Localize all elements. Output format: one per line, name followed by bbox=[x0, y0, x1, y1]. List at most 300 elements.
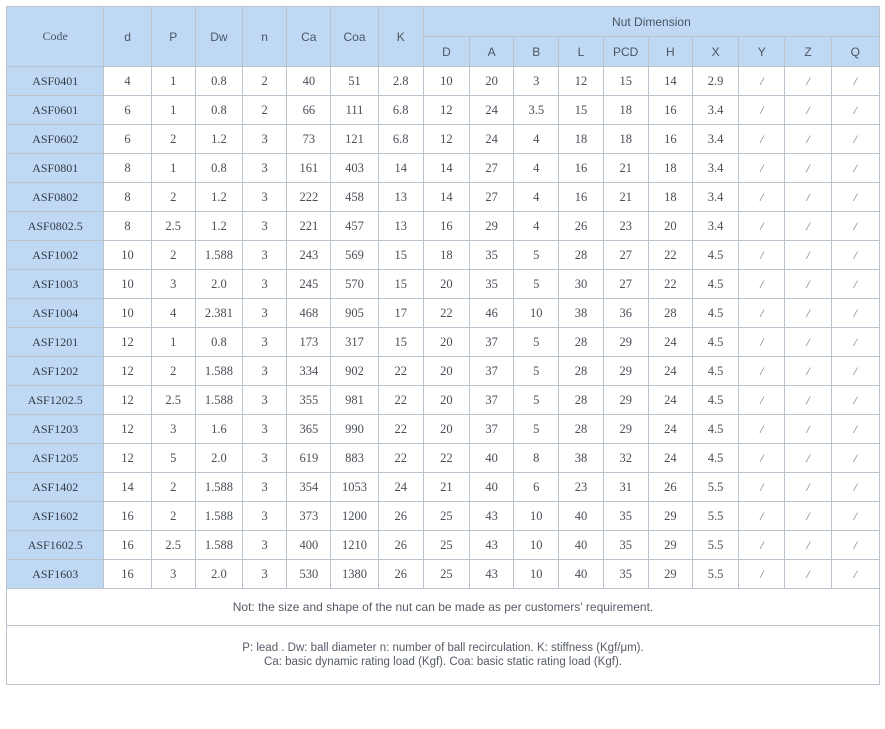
table-row bbox=[7, 357, 880, 386]
value-cell: 3 bbox=[243, 357, 287, 386]
value-cell: 2 bbox=[243, 67, 287, 96]
value-cell: 14 bbox=[423, 154, 469, 183]
value-cell: 2 bbox=[151, 502, 195, 531]
value-cell: / bbox=[739, 183, 785, 212]
value-cell: / bbox=[739, 154, 785, 183]
value-cell: 3 bbox=[243, 473, 287, 502]
value-cell: 22 bbox=[378, 415, 423, 444]
value-cell: 5 bbox=[514, 357, 559, 386]
value-cell: 38 bbox=[559, 299, 603, 328]
value-cell: 40 bbox=[559, 502, 603, 531]
value-cell: / bbox=[785, 502, 831, 531]
table-row bbox=[7, 531, 880, 560]
value-cell: 1.588 bbox=[195, 531, 242, 560]
value-cell: 5 bbox=[151, 444, 195, 473]
value-cell: / bbox=[785, 560, 831, 589]
table-row bbox=[7, 270, 880, 299]
value-cell: 14 bbox=[378, 154, 423, 183]
value-cell: 3 bbox=[243, 212, 287, 241]
value-cell: / bbox=[831, 241, 879, 270]
value-cell: 981 bbox=[331, 386, 378, 415]
value-cell: 1.2 bbox=[195, 125, 242, 154]
value-cell: / bbox=[739, 473, 785, 502]
value-cell: 121 bbox=[331, 125, 378, 154]
header-sub-a: A bbox=[470, 37, 514, 67]
value-cell: 32 bbox=[603, 444, 648, 473]
value-cell: 24 bbox=[470, 96, 514, 125]
value-cell: 24 bbox=[648, 386, 692, 415]
value-cell: / bbox=[831, 502, 879, 531]
value-cell: / bbox=[785, 270, 831, 299]
value-cell: / bbox=[785, 241, 831, 270]
header-sub-pcd: PCD bbox=[603, 37, 648, 67]
value-cell: 3 bbox=[243, 386, 287, 415]
value-cell: 22 bbox=[648, 241, 692, 270]
header-sub-y: Y bbox=[739, 37, 785, 67]
value-cell: 1.588 bbox=[195, 473, 242, 502]
value-cell: / bbox=[785, 357, 831, 386]
value-cell: 3 bbox=[151, 415, 195, 444]
value-cell: 5.5 bbox=[692, 502, 738, 531]
value-cell: 0.8 bbox=[195, 328, 242, 357]
value-cell: 4 bbox=[104, 67, 151, 96]
value-cell: 35 bbox=[603, 560, 648, 589]
value-cell: 4.5 bbox=[692, 357, 738, 386]
value-cell: 3 bbox=[243, 299, 287, 328]
value-cell: 18 bbox=[423, 241, 469, 270]
value-cell: 29 bbox=[603, 386, 648, 415]
value-cell: 20 bbox=[423, 270, 469, 299]
value-cell: 3 bbox=[243, 560, 287, 589]
value-cell: 3.5 bbox=[514, 96, 559, 125]
legend-box bbox=[6, 626, 880, 685]
header-p: P bbox=[151, 7, 195, 67]
table-row bbox=[7, 502, 880, 531]
value-cell: 1200 bbox=[331, 502, 378, 531]
value-cell: 20 bbox=[470, 67, 514, 96]
value-cell: 4.5 bbox=[692, 241, 738, 270]
value-cell: / bbox=[785, 531, 831, 560]
value-cell: 10 bbox=[514, 560, 559, 589]
value-cell: 3 bbox=[243, 531, 287, 560]
legend-line-2: Ca: basic dynamic rating load (Kgf). Coa: basic static rating load (Kgf). bbox=[264, 656, 622, 668]
value-cell: 3 bbox=[243, 270, 287, 299]
value-cell: 22 bbox=[423, 444, 469, 473]
value-cell: 2.5 bbox=[151, 212, 195, 241]
value-cell: / bbox=[831, 386, 879, 415]
value-cell: / bbox=[831, 473, 879, 502]
code-cell: ASF0802 bbox=[7, 183, 104, 212]
value-cell: 21 bbox=[603, 154, 648, 183]
value-cell: 43 bbox=[470, 531, 514, 560]
value-cell: 5.5 bbox=[692, 560, 738, 589]
value-cell: 2.381 bbox=[195, 299, 242, 328]
value-cell: 28 bbox=[559, 328, 603, 357]
value-cell: 29 bbox=[648, 502, 692, 531]
value-cell: 10 bbox=[104, 270, 151, 299]
value-cell: / bbox=[739, 241, 785, 270]
value-cell: 29 bbox=[648, 560, 692, 589]
value-cell: 173 bbox=[287, 328, 331, 357]
value-cell: 3 bbox=[243, 183, 287, 212]
value-cell: 13 bbox=[378, 183, 423, 212]
value-cell: 40 bbox=[559, 531, 603, 560]
value-cell: 29 bbox=[603, 328, 648, 357]
value-cell: / bbox=[739, 502, 785, 531]
value-cell: / bbox=[831, 212, 879, 241]
value-cell: 245 bbox=[287, 270, 331, 299]
value-cell: 3.4 bbox=[692, 212, 738, 241]
value-cell: 883 bbox=[331, 444, 378, 473]
value-cell: 2.0 bbox=[195, 270, 242, 299]
value-cell: 111 bbox=[331, 96, 378, 125]
value-cell: 400 bbox=[287, 531, 331, 560]
value-cell: 29 bbox=[470, 212, 514, 241]
header-sub-h: H bbox=[648, 37, 692, 67]
value-cell: 24 bbox=[470, 125, 514, 154]
header-coa: Coa bbox=[331, 7, 378, 67]
value-cell: 43 bbox=[470, 502, 514, 531]
table-row bbox=[7, 67, 880, 96]
value-cell: 3.4 bbox=[692, 183, 738, 212]
value-cell: 3.4 bbox=[692, 154, 738, 183]
value-cell: 12 bbox=[423, 125, 469, 154]
value-cell: / bbox=[831, 415, 879, 444]
header-n: n bbox=[243, 7, 287, 67]
table-row bbox=[7, 473, 880, 502]
value-cell: 15 bbox=[378, 241, 423, 270]
value-cell: 2.5 bbox=[151, 531, 195, 560]
value-cell: 10 bbox=[423, 67, 469, 96]
value-cell: 0.8 bbox=[195, 96, 242, 125]
table-row bbox=[7, 96, 880, 125]
value-cell: / bbox=[831, 531, 879, 560]
code-cell: ASF1201 bbox=[7, 328, 104, 357]
value-cell: 530 bbox=[287, 560, 331, 589]
value-cell: 27 bbox=[603, 241, 648, 270]
value-cell: 569 bbox=[331, 241, 378, 270]
code-cell: ASF1003 bbox=[7, 270, 104, 299]
value-cell: 12 bbox=[104, 386, 151, 415]
value-cell: 22 bbox=[378, 357, 423, 386]
header-sub-x: X bbox=[692, 37, 738, 67]
value-cell: 4 bbox=[514, 154, 559, 183]
value-cell: 10 bbox=[514, 502, 559, 531]
value-cell: 38 bbox=[559, 444, 603, 473]
value-cell: 221 bbox=[287, 212, 331, 241]
value-cell: 18 bbox=[559, 125, 603, 154]
value-cell: 35 bbox=[603, 502, 648, 531]
value-cell: 2 bbox=[151, 125, 195, 154]
value-cell: / bbox=[739, 444, 785, 473]
value-cell: 2.8 bbox=[378, 67, 423, 96]
value-cell: 4 bbox=[151, 299, 195, 328]
value-cell: 3 bbox=[243, 444, 287, 473]
value-cell: 6.8 bbox=[378, 96, 423, 125]
value-cell: / bbox=[739, 357, 785, 386]
value-cell: 18 bbox=[648, 154, 692, 183]
value-cell: 5 bbox=[514, 386, 559, 415]
value-cell: 51 bbox=[331, 67, 378, 96]
table-row bbox=[7, 444, 880, 473]
value-cell: 40 bbox=[470, 473, 514, 502]
value-cell: 5 bbox=[514, 328, 559, 357]
value-cell: 16 bbox=[423, 212, 469, 241]
value-cell: 66 bbox=[287, 96, 331, 125]
header-sub-d: D bbox=[423, 37, 469, 67]
value-cell: 15 bbox=[378, 328, 423, 357]
value-cell: / bbox=[831, 270, 879, 299]
value-cell: 26 bbox=[378, 502, 423, 531]
value-cell: / bbox=[831, 299, 879, 328]
value-cell: 37 bbox=[470, 386, 514, 415]
table-row bbox=[7, 328, 880, 357]
value-cell: 12 bbox=[104, 444, 151, 473]
value-cell: 15 bbox=[378, 270, 423, 299]
value-cell: 1 bbox=[151, 328, 195, 357]
value-cell: 355 bbox=[287, 386, 331, 415]
value-cell: 23 bbox=[603, 212, 648, 241]
value-cell: 4 bbox=[514, 212, 559, 241]
value-cell: 1.2 bbox=[195, 212, 242, 241]
value-cell: 1210 bbox=[331, 531, 378, 560]
value-cell: 29 bbox=[603, 357, 648, 386]
value-cell: 468 bbox=[287, 299, 331, 328]
value-cell: 905 bbox=[331, 299, 378, 328]
value-cell: 619 bbox=[287, 444, 331, 473]
value-cell: 8 bbox=[104, 212, 151, 241]
value-cell: 365 bbox=[287, 415, 331, 444]
value-cell: / bbox=[831, 154, 879, 183]
value-cell: 14 bbox=[648, 67, 692, 96]
value-cell: 18 bbox=[603, 96, 648, 125]
value-cell: 12 bbox=[104, 415, 151, 444]
value-cell: 4.5 bbox=[692, 415, 738, 444]
value-cell: 4.5 bbox=[692, 299, 738, 328]
table-row bbox=[7, 560, 880, 589]
value-cell: 25 bbox=[423, 531, 469, 560]
value-cell: / bbox=[831, 328, 879, 357]
value-cell: 3.4 bbox=[692, 96, 738, 125]
custom-nut-note: Not: the size and shape of the nut can be made as per customers' requirement. bbox=[6, 589, 880, 626]
header-code: Code bbox=[7, 7, 104, 67]
value-cell: 317 bbox=[331, 328, 378, 357]
code-cell: ASF0802.5 bbox=[7, 212, 104, 241]
header-sub-l: L bbox=[559, 37, 603, 67]
value-cell: 28 bbox=[559, 415, 603, 444]
value-cell: 15 bbox=[603, 67, 648, 96]
value-cell: 1 bbox=[151, 67, 195, 96]
value-cell: 12 bbox=[559, 67, 603, 96]
value-cell: 3 bbox=[243, 415, 287, 444]
value-cell: 243 bbox=[287, 241, 331, 270]
header-k: K bbox=[378, 7, 423, 67]
value-cell: / bbox=[739, 328, 785, 357]
value-cell: 3 bbox=[243, 502, 287, 531]
value-cell: 35 bbox=[470, 270, 514, 299]
value-cell: 5 bbox=[514, 270, 559, 299]
header-ca: Ca bbox=[287, 7, 331, 67]
value-cell: 1.588 bbox=[195, 241, 242, 270]
value-cell: / bbox=[785, 328, 831, 357]
value-cell: 3 bbox=[243, 241, 287, 270]
value-cell: 3 bbox=[151, 560, 195, 589]
value-cell: 46 bbox=[470, 299, 514, 328]
value-cell: 21 bbox=[603, 183, 648, 212]
value-cell: / bbox=[739, 531, 785, 560]
value-cell: 1 bbox=[151, 154, 195, 183]
value-cell: / bbox=[785, 299, 831, 328]
value-cell: 10 bbox=[514, 299, 559, 328]
value-cell: 3 bbox=[151, 270, 195, 299]
value-cell: 40 bbox=[470, 444, 514, 473]
value-cell: 12 bbox=[104, 328, 151, 357]
value-cell: 18 bbox=[648, 183, 692, 212]
value-cell: 990 bbox=[331, 415, 378, 444]
value-cell: 4 bbox=[514, 183, 559, 212]
value-cell: 334 bbox=[287, 357, 331, 386]
value-cell: 16 bbox=[559, 154, 603, 183]
value-cell: 35 bbox=[470, 241, 514, 270]
value-cell: 457 bbox=[331, 212, 378, 241]
value-cell: 29 bbox=[603, 415, 648, 444]
value-cell: 28 bbox=[648, 299, 692, 328]
value-cell: 28 bbox=[559, 357, 603, 386]
value-cell: 3 bbox=[243, 125, 287, 154]
value-cell: / bbox=[785, 154, 831, 183]
header-sub-q: Q bbox=[831, 37, 879, 67]
value-cell: 458 bbox=[331, 183, 378, 212]
value-cell: 15 bbox=[559, 96, 603, 125]
table-body bbox=[7, 67, 880, 589]
table-row bbox=[7, 299, 880, 328]
value-cell: 14 bbox=[104, 473, 151, 502]
value-cell: 30 bbox=[559, 270, 603, 299]
value-cell: 20 bbox=[423, 386, 469, 415]
value-cell: 6 bbox=[104, 125, 151, 154]
value-cell: / bbox=[831, 183, 879, 212]
value-cell: 37 bbox=[470, 328, 514, 357]
value-cell: 26 bbox=[559, 212, 603, 241]
value-cell: / bbox=[831, 357, 879, 386]
value-cell: 4.5 bbox=[692, 386, 738, 415]
value-cell: 373 bbox=[287, 502, 331, 531]
header-d: d bbox=[104, 7, 151, 67]
value-cell: 0.8 bbox=[195, 67, 242, 96]
value-cell: 16 bbox=[648, 96, 692, 125]
value-cell: 354 bbox=[287, 473, 331, 502]
value-cell: 8 bbox=[104, 183, 151, 212]
value-cell: 2.5 bbox=[151, 386, 195, 415]
table-row bbox=[7, 241, 880, 270]
value-cell: 5 bbox=[514, 415, 559, 444]
value-cell: 31 bbox=[603, 473, 648, 502]
table-row bbox=[7, 415, 880, 444]
code-cell: ASF1202 bbox=[7, 357, 104, 386]
value-cell: / bbox=[785, 183, 831, 212]
value-cell: 43 bbox=[470, 560, 514, 589]
value-cell: 29 bbox=[648, 531, 692, 560]
ball-screw-spec-table bbox=[6, 6, 880, 589]
table-row bbox=[7, 125, 880, 154]
header-sub-b: B bbox=[514, 37, 559, 67]
value-cell: 2.0 bbox=[195, 560, 242, 589]
value-cell: 37 bbox=[470, 415, 514, 444]
code-cell: ASF1202.5 bbox=[7, 386, 104, 415]
value-cell: / bbox=[831, 67, 879, 96]
value-cell: / bbox=[831, 560, 879, 589]
value-cell: 403 bbox=[331, 154, 378, 183]
value-cell: 2 bbox=[151, 473, 195, 502]
code-cell: ASF1205 bbox=[7, 444, 104, 473]
value-cell: / bbox=[785, 444, 831, 473]
value-cell: 570 bbox=[331, 270, 378, 299]
code-cell: ASF0801 bbox=[7, 154, 104, 183]
value-cell: 26 bbox=[378, 531, 423, 560]
value-cell: 20 bbox=[648, 212, 692, 241]
value-cell: 22 bbox=[378, 444, 423, 473]
value-cell: 4.5 bbox=[692, 270, 738, 299]
value-cell: / bbox=[739, 415, 785, 444]
value-cell: 2.9 bbox=[692, 67, 738, 96]
code-cell: ASF0601 bbox=[7, 96, 104, 125]
value-cell: 24 bbox=[648, 328, 692, 357]
value-cell: 28 bbox=[559, 241, 603, 270]
value-cell: / bbox=[785, 96, 831, 125]
value-cell: 161 bbox=[287, 154, 331, 183]
value-cell: 222 bbox=[287, 183, 331, 212]
value-cell: 20 bbox=[423, 328, 469, 357]
value-cell: 22 bbox=[423, 299, 469, 328]
header-dw: Dw bbox=[195, 7, 242, 67]
table-row bbox=[7, 212, 880, 241]
value-cell: 27 bbox=[470, 154, 514, 183]
value-cell: 12 bbox=[104, 357, 151, 386]
value-cell: 3 bbox=[243, 154, 287, 183]
value-cell: 24 bbox=[648, 415, 692, 444]
value-cell: 35 bbox=[603, 531, 648, 560]
value-cell: 902 bbox=[331, 357, 378, 386]
value-cell: 6 bbox=[514, 473, 559, 502]
value-cell: 1.588 bbox=[195, 386, 242, 415]
value-cell: 10 bbox=[104, 241, 151, 270]
value-cell: 24 bbox=[648, 357, 692, 386]
value-cell: 1 bbox=[151, 96, 195, 125]
value-cell: 6.8 bbox=[378, 125, 423, 154]
value-cell: 26 bbox=[378, 560, 423, 589]
code-cell: ASF0602 bbox=[7, 125, 104, 154]
value-cell: / bbox=[785, 125, 831, 154]
code-cell: ASF1203 bbox=[7, 415, 104, 444]
value-cell: / bbox=[739, 299, 785, 328]
value-cell: / bbox=[831, 96, 879, 125]
code-cell: ASF1002 bbox=[7, 241, 104, 270]
value-cell: 2 bbox=[151, 241, 195, 270]
value-cell: / bbox=[785, 67, 831, 96]
value-cell: 16 bbox=[104, 531, 151, 560]
value-cell: 2.0 bbox=[195, 444, 242, 473]
value-cell: 2 bbox=[243, 96, 287, 125]
value-cell: 21 bbox=[423, 473, 469, 502]
value-cell: 40 bbox=[559, 560, 603, 589]
value-cell: 22 bbox=[378, 386, 423, 415]
value-cell: / bbox=[739, 386, 785, 415]
value-cell: 2 bbox=[151, 183, 195, 212]
value-cell: 1380 bbox=[331, 560, 378, 589]
value-cell: 1.588 bbox=[195, 357, 242, 386]
value-cell: 4.5 bbox=[692, 328, 738, 357]
value-cell: 18 bbox=[603, 125, 648, 154]
